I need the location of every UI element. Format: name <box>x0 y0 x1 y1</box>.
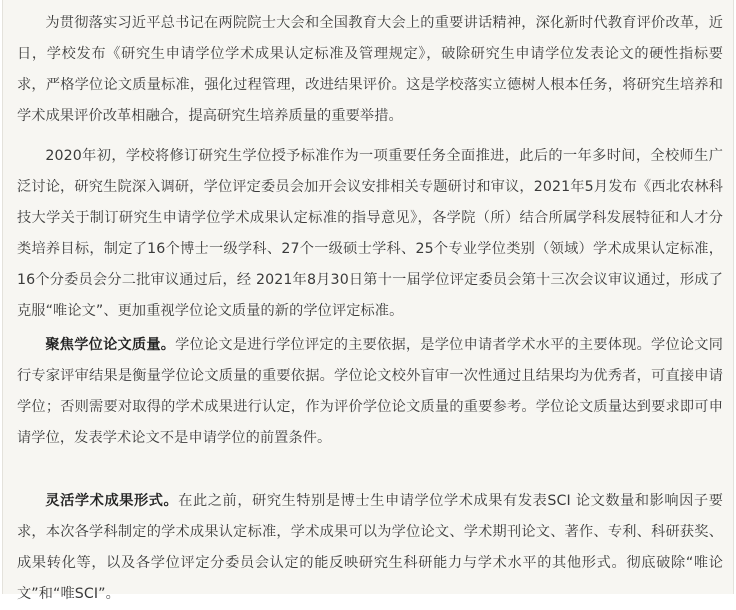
paragraph-lead-heading: 聚焦学位论文质量。 <box>45 337 176 353</box>
paragraph-lead-heading: 灵活学术成果形式。 <box>45 493 179 509</box>
paragraph-body-text: 在此之前，研究生特别是博士生申请学位学术成果有发表SCI 论文数量和影响因子要求，本次各学科制定的学术成果认定标准，学术成果可以为学位论文、学术期刊论文、著作、专利、科研获奖、成果转化等，以及各学位评定分委员会认定的能反映研究生科研能力与学术水平的其他形式。彻底破除“唯论文”和“唯SCI”。 <box>17 493 723 602</box>
paragraph-thesis-quality <box>17 330 723 454</box>
paragraph-body-text: 学位论文是进行学位评定的主要依据，是学位申请者学术水平的主要体现。学位论文同行专家评审结果是衡量学位论文质量的重要依据。学位论文校外盲审一次性通过且结果均为优秀者，可直接申请学位；否则需要对取得的学术成果进行认定，作为评价学位论文质量的重要参考。学位论文质量达到要求即可申请学位，发表学术论文不是申请学位的前置条件。 <box>17 337 723 446</box>
article-page <box>2 0 734 602</box>
paragraph-history: 2020年初，学校将修订研究生学位授予标准作为一项重要任务全面推进，此后的一年多时间，全校师生广泛讨论，研究生院深入调研，学位评定委员会加开会议安排相关专题研讨和审议，2021年5月发布《西北农林科技大学关于制订研究生申请学位学术成果认定标准的指导意见》，各学院（所）结合所属学科发展特征和人才分类培养目标，制定了16个博士一级学科、27个一级硕士学科、25个专业学位类别（领域）学术成果认定标准，16个分委员会分二批审议通过后，经 2021年8月30日第十一届学位评定委员会第十三次会议审议通过，形成了克服“唯论文”、更加重视学位论文质量的新的学位评定标准。 <box>17 148 723 319</box>
paragraph-flexible-achievements <box>17 486 723 610</box>
paragraph-intro: 为贯彻落实习近平总书记在两院院士大会和全国教育大会上的重要讲话精神，深化新时代教育评价改革，近日，学校发布《研究生申请学位学术成果认定标准及管理规定》，破除研究生申请学位发表论文的硬性指标要求，严格学位论文质量标准，强化过程管理，改进结果评价。这是学校落实立德树人根本任务，将研究生培养和学术成果评价改革相融合，提高研究生培养质量的重要举措。 <box>17 15 723 124</box>
